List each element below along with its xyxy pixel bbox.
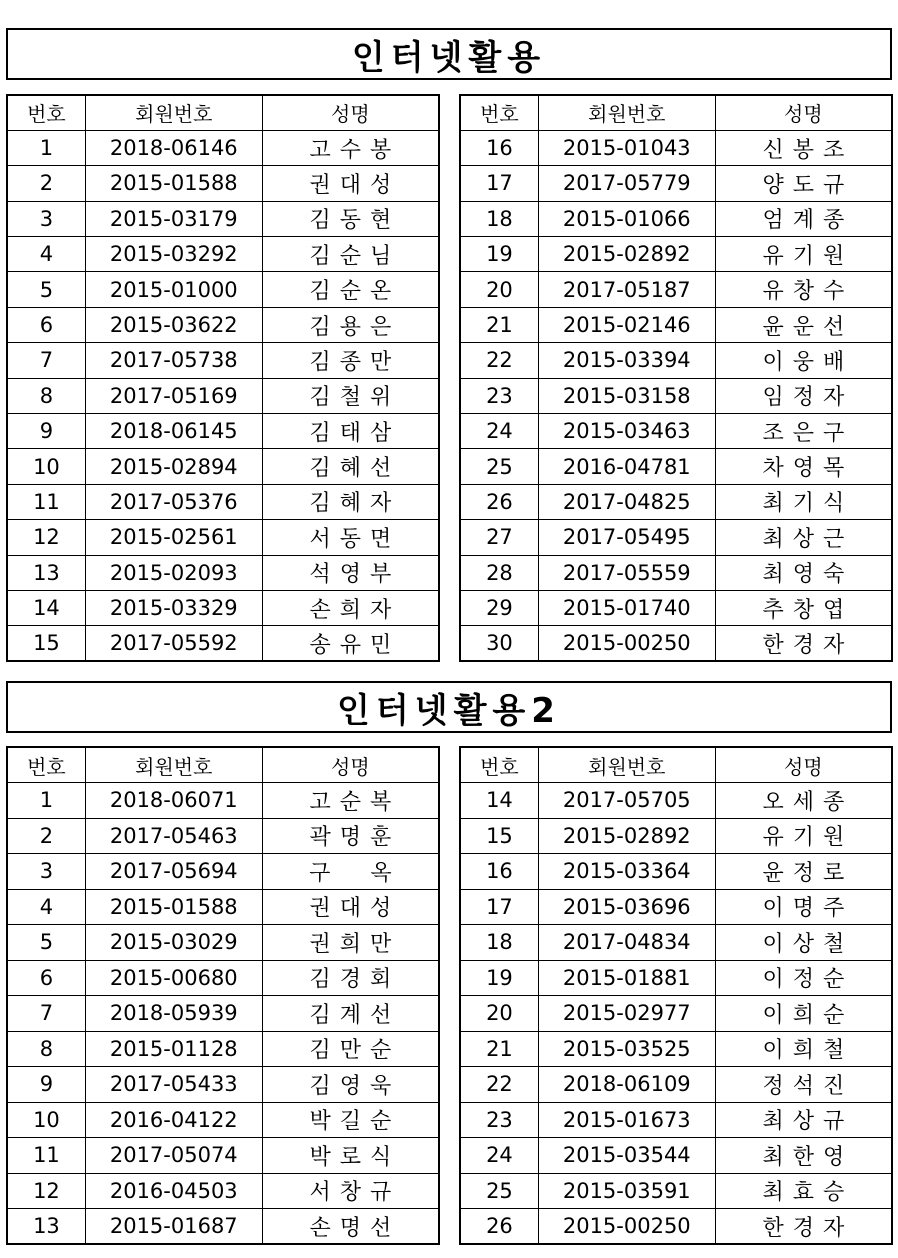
member-name: 김경회	[262, 960, 439, 996]
row-number: 12	[7, 520, 85, 555]
member-id: 2017-05074	[85, 1138, 262, 1174]
member-id: 2015-03364	[538, 854, 715, 890]
roster-table-right	[459, 94, 893, 662]
header-name: 성명	[715, 95, 892, 130]
member-name: 김동현	[262, 201, 439, 236]
member-name: 김태삼	[262, 414, 439, 449]
member-id: 2015-00680	[85, 960, 262, 996]
row-number: 27	[460, 520, 538, 555]
row-number: 18	[460, 925, 538, 961]
member-name: 차영목	[715, 449, 892, 484]
section-title: 인터넷활용2	[6, 681, 892, 733]
member-name: 오세종	[715, 783, 892, 819]
table-row	[7, 1031, 439, 1067]
member-id: 2015-02977	[538, 996, 715, 1032]
table-row	[460, 783, 892, 819]
roster-table-left	[6, 746, 440, 1245]
member-name: 추창엽	[715, 590, 892, 625]
member-id: 2015-03394	[538, 343, 715, 378]
member-name: 정석진	[715, 1067, 892, 1103]
member-name: 권대성	[262, 889, 439, 925]
table-row	[460, 626, 892, 661]
member-id: 2015-01043	[538, 130, 715, 165]
member-name: 손희자	[262, 590, 439, 625]
row-number: 24	[460, 414, 538, 449]
member-name: 유기원	[715, 818, 892, 854]
table-row	[460, 960, 892, 996]
member-name: 김철위	[262, 378, 439, 413]
row-number: 8	[7, 1031, 85, 1067]
header-row	[7, 747, 439, 783]
member-id: 2015-03696	[538, 889, 715, 925]
member-name: 이희순	[715, 996, 892, 1032]
member-name: 석영부	[262, 555, 439, 590]
header-row	[460, 747, 892, 783]
row-number: 5	[7, 925, 85, 961]
member-id: 2015-00250	[538, 1209, 715, 1245]
member-id: 2017-05705	[538, 783, 715, 819]
member-name: 이명주	[715, 889, 892, 925]
member-id: 2015-03158	[538, 378, 715, 413]
member-name: 서동면	[262, 520, 439, 555]
row-number: 3	[7, 854, 85, 890]
header-name: 성명	[715, 747, 892, 783]
member-name: 권대성	[262, 166, 439, 201]
member-id: 2017-05433	[85, 1067, 262, 1103]
roster-table-right	[459, 746, 893, 1245]
table-row	[460, 272, 892, 307]
table-row	[7, 889, 439, 925]
member-name: 최기식	[715, 484, 892, 519]
table-row	[7, 590, 439, 625]
table-row	[7, 449, 439, 484]
member-id: 2018-06146	[85, 130, 262, 165]
table-row	[460, 590, 892, 625]
member-name: 유기원	[715, 237, 892, 272]
table-row	[460, 1173, 892, 1209]
table-row	[7, 1067, 439, 1103]
member-id: 2015-01588	[85, 166, 262, 201]
row-number: 20	[460, 272, 538, 307]
member-name: 최상규	[715, 1102, 892, 1138]
row-number: 7	[7, 996, 85, 1032]
member-id: 2015-02093	[85, 555, 262, 590]
member-id: 2017-05463	[85, 818, 262, 854]
row-number: 9	[7, 414, 85, 449]
row-number: 28	[460, 555, 538, 590]
header-number: 번호	[7, 747, 85, 783]
table-row	[7, 555, 439, 590]
table-row	[7, 414, 439, 449]
member-id: 2015-01673	[538, 1102, 715, 1138]
row-number: 23	[460, 378, 538, 413]
member-id: 2017-04825	[538, 484, 715, 519]
row-number: 14	[7, 590, 85, 625]
table-row	[460, 1102, 892, 1138]
row-number: 1	[7, 130, 85, 165]
row-number: 11	[7, 484, 85, 519]
header-member-id: 회원번호	[538, 747, 715, 783]
member-name: 한경자	[715, 626, 892, 661]
table-row	[460, 996, 892, 1032]
header-number: 번호	[460, 747, 538, 783]
row-number: 29	[460, 590, 538, 625]
row-number: 11	[7, 1138, 85, 1174]
roster-table-left	[6, 94, 440, 662]
table-row	[7, 818, 439, 854]
member-id: 2015-02894	[85, 449, 262, 484]
member-name: 서창규	[262, 1173, 439, 1209]
member-id: 2015-03544	[538, 1138, 715, 1174]
member-name: 이희철	[715, 1031, 892, 1067]
member-name: 김용은	[262, 307, 439, 342]
row-number: 5	[7, 272, 85, 307]
member-name: 김영욱	[262, 1067, 439, 1103]
table-row	[7, 1209, 439, 1245]
table-row	[7, 996, 439, 1032]
member-id: 2015-01588	[85, 889, 262, 925]
row-number: 17	[460, 166, 538, 201]
row-number: 30	[460, 626, 538, 661]
member-name: 최효승	[715, 1173, 892, 1209]
member-name: 유창수	[715, 272, 892, 307]
row-number: 15	[460, 818, 538, 854]
member-name: 고수봉	[262, 130, 439, 165]
table-row	[460, 1067, 892, 1103]
row-number: 25	[460, 1173, 538, 1209]
member-name: 엄계종	[715, 201, 892, 236]
member-id: 2017-05779	[538, 166, 715, 201]
row-number: 19	[460, 960, 538, 996]
table-row	[460, 1031, 892, 1067]
member-id: 2017-05559	[538, 555, 715, 590]
member-name: 김종만	[262, 343, 439, 378]
row-number: 18	[460, 201, 538, 236]
table-row	[460, 201, 892, 236]
member-name: 곽명훈	[262, 818, 439, 854]
member-id: 2017-05738	[85, 343, 262, 378]
row-number: 6	[7, 960, 85, 996]
table-row	[7, 272, 439, 307]
member-name: 고순복	[262, 783, 439, 819]
member-name: 김계선	[262, 996, 439, 1032]
table-row	[460, 520, 892, 555]
row-number: 24	[460, 1138, 538, 1174]
member-id: 2015-03525	[538, 1031, 715, 1067]
row-number: 22	[460, 1067, 538, 1103]
member-id: 2015-01881	[538, 960, 715, 996]
header-row	[460, 95, 892, 130]
table-row	[7, 1138, 439, 1174]
table-row	[7, 307, 439, 342]
member-id: 2017-05592	[85, 626, 262, 661]
row-number: 2	[7, 818, 85, 854]
member-name: 권희만	[262, 925, 439, 961]
member-id: 2017-05495	[538, 520, 715, 555]
table-row	[460, 166, 892, 201]
row-number: 17	[460, 889, 538, 925]
member-id: 2015-00250	[538, 626, 715, 661]
table-row	[460, 343, 892, 378]
header-number: 번호	[460, 95, 538, 130]
member-id: 2018-05939	[85, 996, 262, 1032]
member-name: 윤정로	[715, 854, 892, 890]
member-id: 2015-03622	[85, 307, 262, 342]
section-title: 인터넷활용	[6, 28, 892, 80]
member-id: 2017-05376	[85, 484, 262, 519]
row-number: 25	[460, 449, 538, 484]
row-number: 21	[460, 307, 538, 342]
member-id: 2015-01066	[538, 201, 715, 236]
member-id: 2017-05169	[85, 378, 262, 413]
member-id: 2015-02892	[538, 237, 715, 272]
member-name: 박로식	[262, 1138, 439, 1174]
table-row	[460, 1138, 892, 1174]
table-row	[460, 130, 892, 165]
member-name: 김만순	[262, 1031, 439, 1067]
member-id: 2017-05187	[538, 272, 715, 307]
table-row	[7, 1102, 439, 1138]
member-id: 2015-03029	[85, 925, 262, 961]
row-number: 6	[7, 307, 85, 342]
row-number: 21	[460, 1031, 538, 1067]
row-number: 20	[460, 996, 538, 1032]
member-id: 2016-04781	[538, 449, 715, 484]
table-row	[7, 783, 439, 819]
table-row	[7, 520, 439, 555]
row-number: 22	[460, 343, 538, 378]
member-name: 구 옥	[262, 854, 439, 890]
row-number: 10	[7, 449, 85, 484]
member-id: 2016-04122	[85, 1102, 262, 1138]
member-name: 이상철	[715, 925, 892, 961]
table-row	[7, 378, 439, 413]
member-name: 박길순	[262, 1102, 439, 1138]
row-number: 9	[7, 1067, 85, 1103]
member-id: 2015-03292	[85, 237, 262, 272]
row-number: 26	[460, 484, 538, 519]
table-row	[460, 449, 892, 484]
row-number: 16	[460, 854, 538, 890]
table-row	[7, 166, 439, 201]
table-row	[7, 343, 439, 378]
member-name: 최상근	[715, 520, 892, 555]
row-number: 2	[7, 166, 85, 201]
member-name: 임정자	[715, 378, 892, 413]
member-id: 2015-03463	[538, 414, 715, 449]
row-number: 13	[7, 1209, 85, 1245]
member-id: 2018-06071	[85, 783, 262, 819]
member-id: 2015-02892	[538, 818, 715, 854]
table-row	[7, 626, 439, 661]
table-row	[7, 1173, 439, 1209]
member-name: 김순온	[262, 272, 439, 307]
row-number: 4	[7, 237, 85, 272]
member-id: 2015-01000	[85, 272, 262, 307]
member-name: 송유민	[262, 626, 439, 661]
member-name: 김순님	[262, 237, 439, 272]
row-number: 3	[7, 201, 85, 236]
member-id: 2015-03329	[85, 590, 262, 625]
member-id: 2018-06145	[85, 414, 262, 449]
member-name: 조은구	[715, 414, 892, 449]
table-row	[460, 237, 892, 272]
row-number: 23	[460, 1102, 538, 1138]
table-row	[460, 378, 892, 413]
member-name: 손명선	[262, 1209, 439, 1245]
header-name: 성명	[262, 747, 439, 783]
table-row	[7, 484, 439, 519]
member-name: 양도규	[715, 166, 892, 201]
row-number: 14	[460, 783, 538, 819]
table-row	[460, 484, 892, 519]
row-number: 7	[7, 343, 85, 378]
header-row	[7, 95, 439, 130]
member-name: 김혜자	[262, 484, 439, 519]
member-name: 한경자	[715, 1209, 892, 1245]
table-row	[460, 854, 892, 890]
member-id: 2016-04503	[85, 1173, 262, 1209]
table-row	[7, 925, 439, 961]
member-id: 2015-01687	[85, 1209, 262, 1245]
header-name: 성명	[262, 95, 439, 130]
row-number: 13	[7, 555, 85, 590]
header-number: 번호	[7, 95, 85, 130]
table-row	[7, 854, 439, 890]
row-number: 10	[7, 1102, 85, 1138]
member-name: 최한영	[715, 1138, 892, 1174]
row-number: 1	[7, 783, 85, 819]
member-id: 2017-05694	[85, 854, 262, 890]
row-number: 19	[460, 237, 538, 272]
member-id: 2015-01128	[85, 1031, 262, 1067]
member-name: 이정순	[715, 960, 892, 996]
table-row	[460, 818, 892, 854]
member-id: 2017-04834	[538, 925, 715, 961]
row-number: 8	[7, 378, 85, 413]
table-row	[460, 925, 892, 961]
table-row	[460, 307, 892, 342]
table-row	[7, 130, 439, 165]
table-row	[460, 555, 892, 590]
member-id: 2015-02561	[85, 520, 262, 555]
member-name: 김혜선	[262, 449, 439, 484]
member-id: 2015-03591	[538, 1173, 715, 1209]
member-id: 2015-01740	[538, 590, 715, 625]
table-row	[7, 237, 439, 272]
table-row	[460, 1209, 892, 1245]
member-name: 신봉조	[715, 130, 892, 165]
row-number: 16	[460, 130, 538, 165]
member-id: 2015-02146	[538, 307, 715, 342]
member-name: 이웅배	[715, 343, 892, 378]
row-number: 4	[7, 889, 85, 925]
table-row	[7, 960, 439, 996]
row-number: 12	[7, 1173, 85, 1209]
header-member-id: 회원번호	[85, 95, 262, 130]
header-member-id: 회원번호	[538, 95, 715, 130]
member-id: 2018-06109	[538, 1067, 715, 1103]
table-row	[460, 414, 892, 449]
table-row	[7, 201, 439, 236]
row-number: 15	[7, 626, 85, 661]
header-member-id: 회원번호	[85, 747, 262, 783]
row-number: 26	[460, 1209, 538, 1245]
member-name: 최영숙	[715, 555, 892, 590]
member-id: 2015-03179	[85, 201, 262, 236]
member-name: 윤운선	[715, 307, 892, 342]
table-row	[460, 889, 892, 925]
